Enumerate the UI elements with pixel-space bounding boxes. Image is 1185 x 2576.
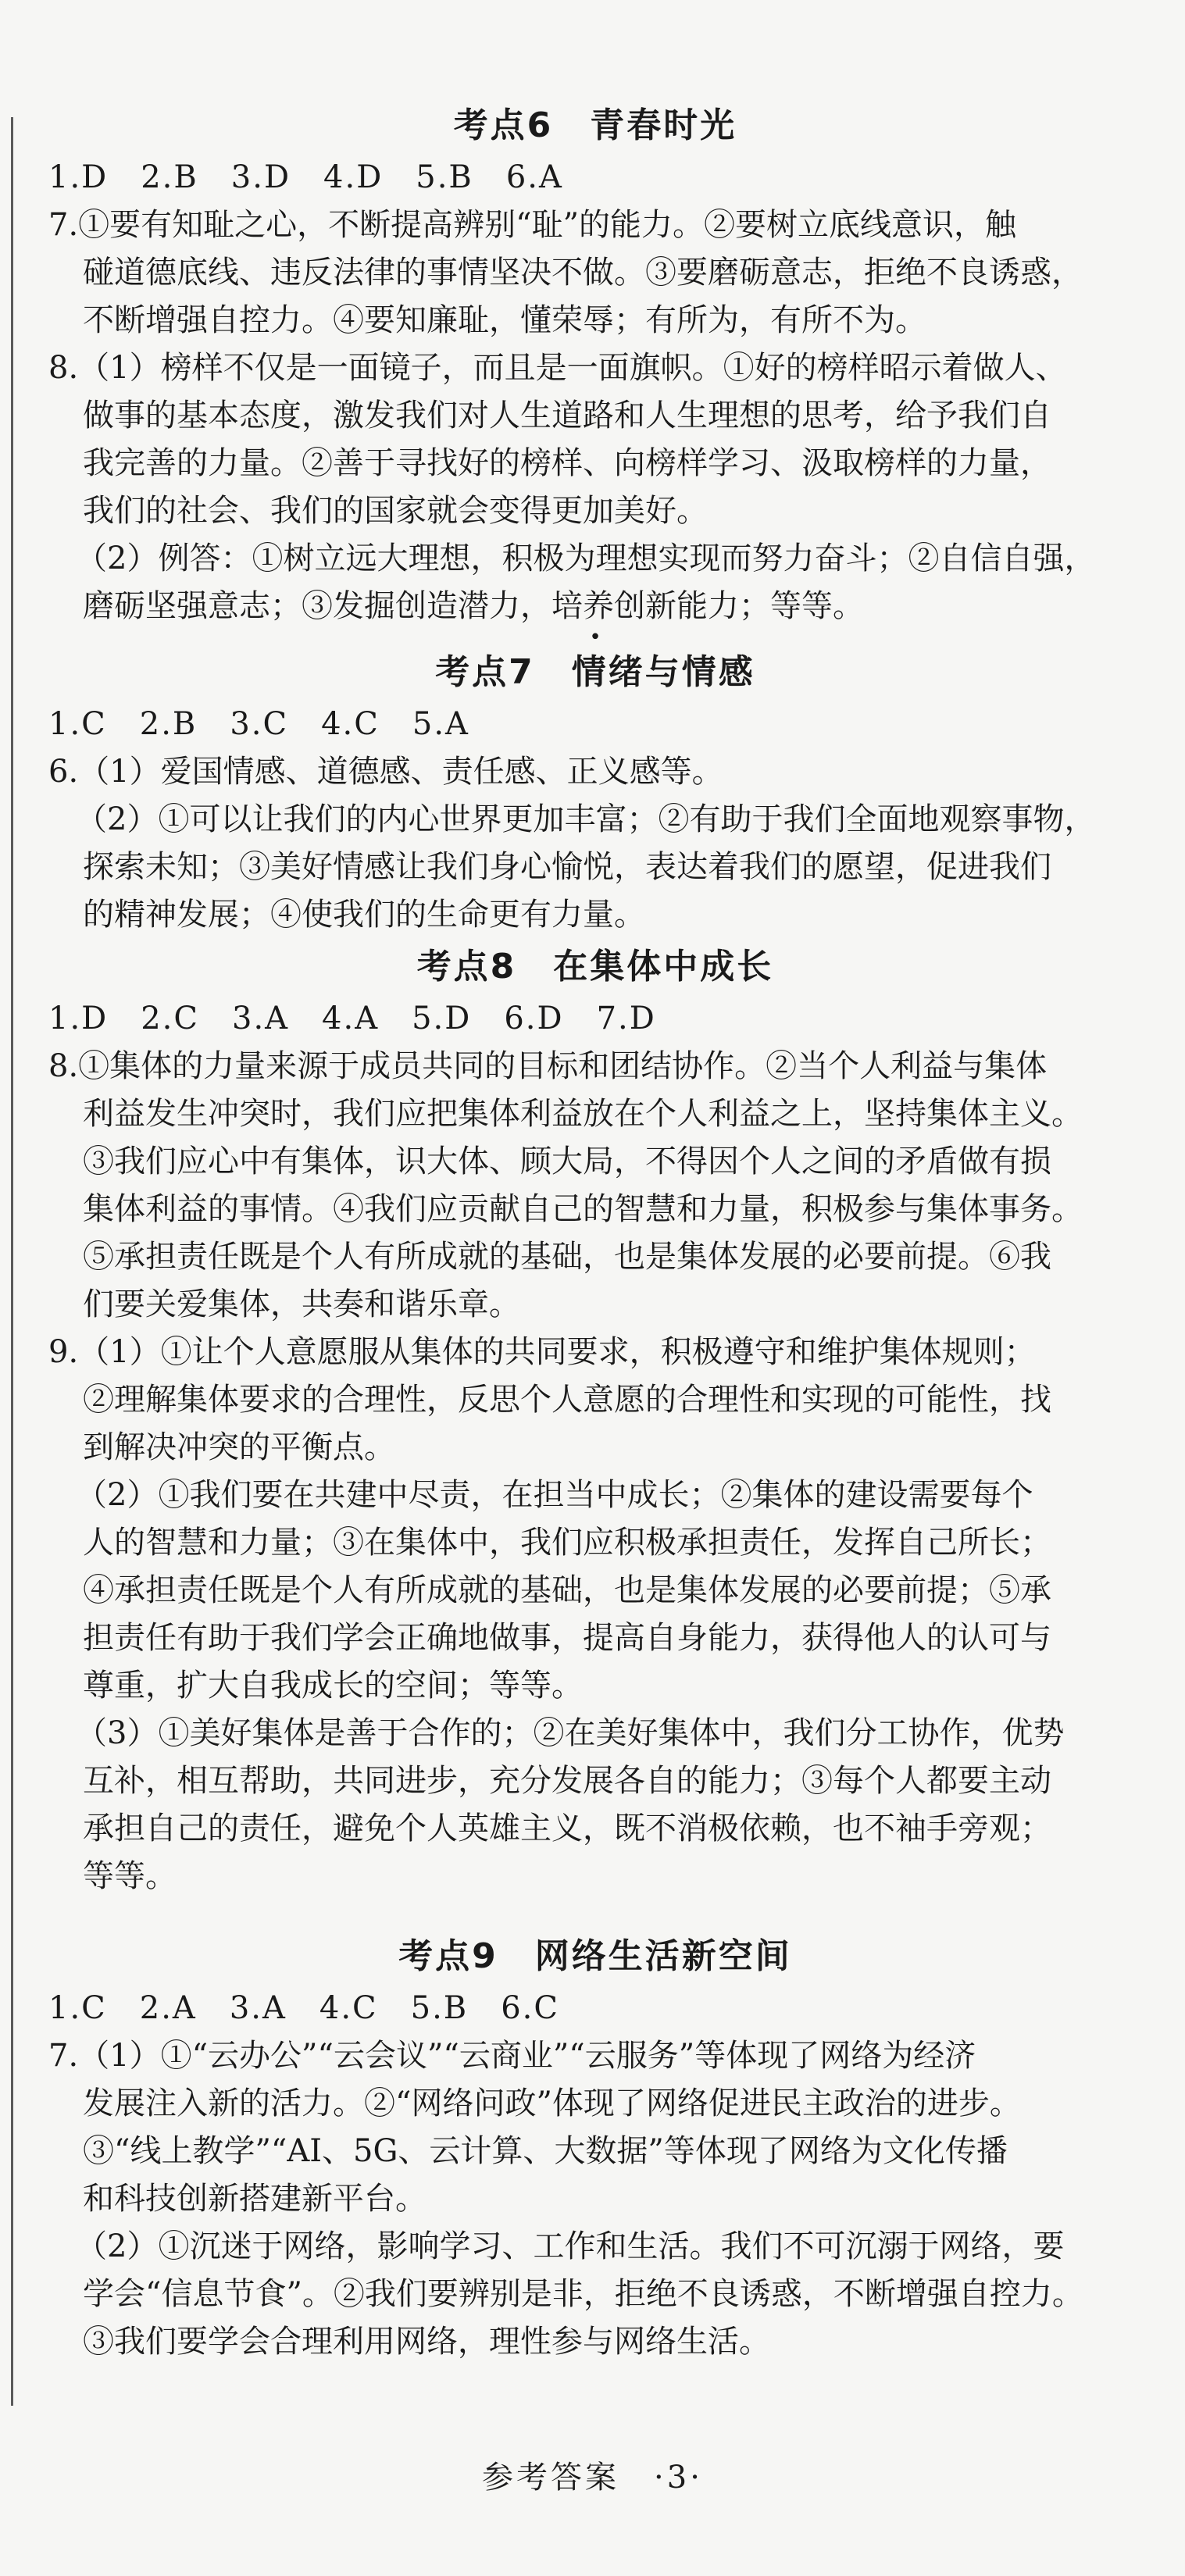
answer-line: ⑤承担责任既是个人有所成就的基础，也是集体发展的必要前提。⑥我	[83, 1239, 1051, 1275]
answer-line: 8.①集体的力量来源于成员共同的目标和团结协作。②当个人利益与集体	[48, 1048, 1048, 1084]
answer-line: 探索未知；③美好情感让我们身心愉悦，表达着我们的愿望，促进我们	[83, 849, 1051, 885]
answer-line: 8.（1）榜样不仅是一面镜子，而且是一面旗帜。①好的榜样昭示着做人、	[48, 350, 1067, 386]
answer-line: （2）①沉迷于网络，影响学习、工作和生活。我们不可沉溺于网络，要	[76, 2228, 1065, 2264]
answer-line: （2）例答：①树立远大理想，积极为理想实现而努力奋斗；②自信自强，	[76, 541, 1096, 576]
choice-answers: 1.D 2.C 3.A 4.A 5.D 6.D 7.D	[48, 1001, 656, 1036]
answer-line: 们要关爱集体，共奏和谐乐章。	[83, 1286, 520, 1322]
section-heading: 考点8 在集体中成长	[416, 947, 774, 987]
answer-line: ②理解集体要求的合理性，反思个人意愿的合理性和实现的可能性，找	[83, 1382, 1051, 1418]
answer-line: 磨砺坚强意志；③发掘创造潜力，培养创新能力；等等。	[83, 588, 864, 624]
answer-line: 承担自己的责任，避免个人英雄主义，既不消极依赖，也不袖手旁观；	[83, 1811, 1051, 1846]
answer-content	[48, 98, 1142, 2366]
choice-answers: 1.D 2.B 3.D 4.D 5.B 6.A	[48, 159, 563, 195]
choice-answers: 1.C 2.A 3.A 4.C 5.B 6.C	[48, 1990, 559, 2026]
answer-line: 7.（1）①“云办公”“云会议”“云商业”“云服务”等体现了网络为经济	[48, 2038, 976, 2074]
page-footer: 参考答案 ·3·	[482, 2460, 703, 2496]
answer-line: 做事的基本态度，激发我们对人生道路和人生理想的思考，给予我们自	[83, 398, 1051, 433]
answer-line: 利益发生冲突时，我们应把集体利益放在个人利益之上，坚持集体主义。	[83, 1096, 1083, 1132]
decorative-dot: •	[589, 626, 601, 649]
answer-line: 6.（1）爱国情感、道德感、责任感、正义感等。	[48, 754, 723, 790]
answer-line: 尊重，扩大自我成长的空间；等等。	[83, 1668, 583, 1704]
answer-line: 发展注入新的活力。②“网络问政”体现了网络促进民主政治的进步。	[83, 2085, 1021, 2121]
section-gap	[48, 1900, 1142, 1928]
choice-answers: 1.C 2.B 3.C 4.C 5.A	[48, 706, 469, 742]
answer-line: 互补，相互帮助，共同进步，充分发展各自的能力；③每个人都要主动	[83, 1763, 1051, 1799]
answer-line: 集体利益的事情。④我们应贡献自己的智慧和力量，积极参与集体事务。	[83, 1191, 1083, 1227]
answer-line: 到解决冲突的平衡点。	[83, 1429, 395, 1465]
answer-line: 和科技创新搭建新平台。	[83, 2181, 427, 2217]
answer-line: 我们的社会、我们的国家就会变得更加美好。	[83, 493, 708, 529]
answer-line: 人的智慧和力量；③在集体中，我们应积极承担责任，发挥自己所长；	[83, 1525, 1051, 1561]
answer-line: ④承担责任既是个人有所成就的基础，也是集体发展的必要前提；⑤承	[83, 1572, 1051, 1608]
section-heading: 考点7 情绪与情感	[435, 652, 755, 692]
answer-line: ③“线上教学”“AI、5G、云计算、大数据”等体现了网络为文化传播	[83, 2133, 1008, 2169]
answer-line: （2）①我们要在共建中尽责，在担当中成长；②集体的建设需要每个	[76, 1477, 1033, 1513]
answer-line: 我完善的力量。②善于寻找好的榜样、向榜样学习、汲取榜样的力量，	[83, 445, 1051, 481]
binding-margin-line	[11, 117, 13, 2406]
answer-line: 担责任有助于我们学会正确地做事，提高自身能力，获得他人的认可与	[83, 1620, 1051, 1656]
answer-line: 不断增强自控力。④要知廉耻，懂荣辱；有所为，有所不为。	[83, 302, 926, 338]
answer-line: ③我们要学会合理利用网络，理性参与网络生活。	[83, 2324, 770, 2360]
answer-line: （3）①美好集体是善于合作的；②在美好集体中，我们分工协作，优势	[76, 1715, 1065, 1751]
section-heading: 考点9 网络生活新空间	[398, 1936, 792, 1976]
answer-line: （2）①可以让我们的内心世界更加丰富；②有助于我们全面地观察事物，	[76, 801, 1096, 837]
answer-line: 7.①要有知耻之心，不断提高辨别“耻”的能力。②要树立底线意识，触	[48, 207, 1017, 243]
answer-line: 等等。	[83, 1858, 177, 1894]
answer-line: 学会“信息节食”。②我们要辨别是非，拒绝不良诱惑，不断增强自控力。	[83, 2276, 1083, 2312]
answer-line: ③我们应心中有集体，识大体、顾大局，不得因个人之间的矛盾做有损	[83, 1144, 1051, 1179]
section-heading: 考点6 青春时光	[453, 105, 737, 145]
answer-line: 的精神发展；④使我们的生命更有力量。	[83, 897, 645, 933]
answer-line: 9.（1）①让个人意愿服从集体的共同要求，积极遵守和维护集体规则；	[48, 1334, 1036, 1370]
answer-line: 碰道德底线、违反法律的事情坚决不做。③要磨砺意志，拒绝不良诱惑，	[83, 255, 1083, 291]
